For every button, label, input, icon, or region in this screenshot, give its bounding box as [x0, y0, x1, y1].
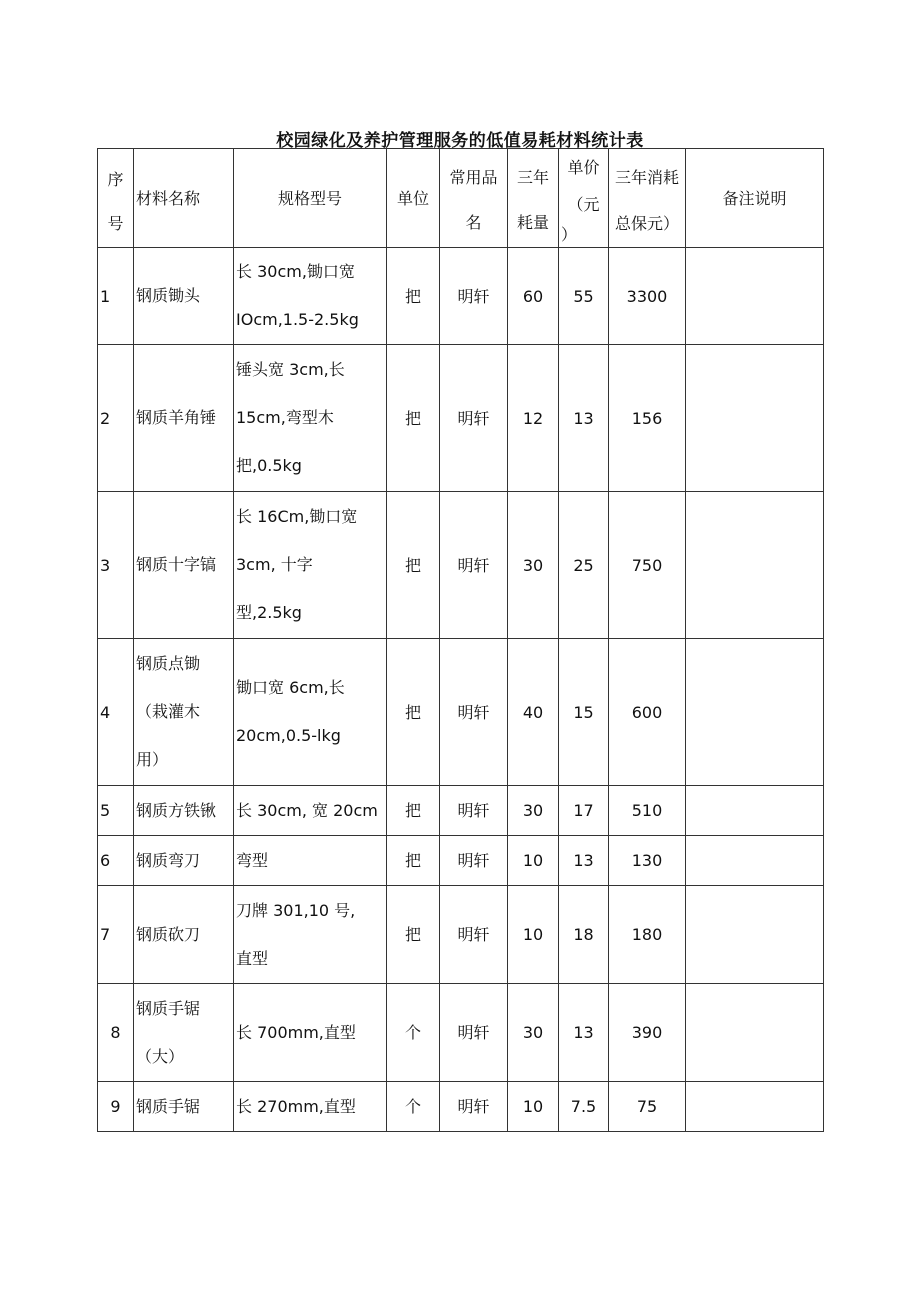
row-seq: 4: [98, 639, 134, 786]
row-note: [686, 639, 824, 786]
row-note: [686, 248, 824, 345]
row-seq: 2: [98, 345, 134, 492]
row-name-line: 钢质砍刀: [136, 924, 201, 944]
row-price: 17: [559, 786, 609, 836]
row-seq: 8: [98, 984, 134, 1082]
table-row: [98, 492, 824, 639]
row-total: 750: [609, 492, 686, 639]
row-qty: 40: [508, 639, 559, 786]
row-spec-line: 锄口宽 6cm,长: [236, 678, 345, 697]
row-total: 180: [609, 886, 686, 984]
row-spec: [234, 786, 387, 836]
row-name: [134, 639, 234, 786]
row-qty: 10: [508, 1082, 559, 1132]
row-price: 13: [559, 836, 609, 886]
row-name: [134, 492, 234, 639]
row-spec-line: 15cm,弯型木: [236, 408, 334, 427]
row-name: [134, 248, 234, 345]
row-note: [686, 836, 824, 886]
row-unit: 把: [387, 345, 440, 492]
row-price: 18: [559, 886, 609, 984]
row-note: [686, 886, 824, 984]
row-brand: 明轩: [440, 492, 508, 639]
row-note: [686, 984, 824, 1082]
row-spec-line: 长 30cm,锄口宽: [236, 262, 355, 281]
row-spec: [234, 639, 387, 786]
table-row: [98, 836, 824, 886]
header-qty: 三年 耗量: [508, 149, 559, 248]
row-total: 3300: [609, 248, 686, 345]
header-note: 备注说明: [686, 149, 824, 248]
row-name-line: 钢质方铁锹: [136, 800, 217, 820]
row-brand: 明轩: [440, 984, 508, 1082]
row-name: [134, 786, 234, 836]
row-name-line: （大）: [136, 1046, 185, 1066]
row-name-line: 钢质点锄: [136, 654, 201, 673]
header-row: [98, 149, 824, 248]
row-brand: 明轩: [440, 1082, 508, 1132]
row-total: 75: [609, 1082, 686, 1132]
row-note: [686, 786, 824, 836]
row-spec-line: 把,0.5kg: [236, 456, 302, 475]
row-note: [686, 345, 824, 492]
header-name: 材料名称: [134, 149, 234, 248]
row-name-line: 用）: [136, 750, 169, 769]
row-spec-line: 弯型: [236, 850, 269, 870]
row-qty: 30: [508, 984, 559, 1082]
row-brand: 明轩: [440, 345, 508, 492]
row-unit: 把: [387, 248, 440, 345]
row-name-line: 钢质弯刀: [136, 850, 201, 870]
row-spec-line: 长 700mm,直型: [236, 1022, 356, 1042]
row-brand: 明轩: [440, 786, 508, 836]
row-spec: [234, 492, 387, 639]
row-note: [686, 1082, 824, 1132]
document-title: 校园绿化及养护管理服务的低值易耗材料统计表: [276, 131, 644, 151]
header-brand: 常用品 名: [440, 149, 508, 248]
row-spec: [234, 984, 387, 1082]
row-price: 13: [559, 984, 609, 1082]
row-spec: [234, 248, 387, 345]
row-name: [134, 1082, 234, 1132]
row-seq: 5: [98, 786, 134, 836]
row-spec-line: 3cm, 十字: [236, 555, 313, 574]
row-qty: 60: [508, 248, 559, 345]
row-seq: 6: [98, 836, 134, 886]
row-spec: [234, 886, 387, 984]
row-seq: 7: [98, 886, 134, 984]
table-row: [98, 1082, 824, 1132]
row-unit: 把: [387, 836, 440, 886]
row-name-line: 钢质十字镐: [136, 555, 217, 574]
row-spec-line: IOcm,1.5-2.5kg: [236, 310, 359, 329]
row-unit: 把: [387, 786, 440, 836]
header-unit: 单位: [387, 149, 440, 248]
row-total: 510: [609, 786, 686, 836]
row-qty: 30: [508, 786, 559, 836]
row-brand: 明轩: [440, 639, 508, 786]
row-name-line: 钢质锄头: [136, 286, 201, 305]
table-row: [98, 639, 824, 786]
row-name-line: 钢质手锯: [136, 998, 201, 1018]
row-brand: 明轩: [440, 836, 508, 886]
row-qty: 10: [508, 836, 559, 886]
header-seq: 序 号: [98, 149, 134, 248]
row-spec: [234, 345, 387, 492]
row-name: [134, 836, 234, 886]
table-row: [98, 248, 824, 345]
row-price: 13: [559, 345, 609, 492]
table-row: [98, 984, 824, 1082]
header-spec: 规格型号: [234, 149, 387, 248]
row-qty: 30: [508, 492, 559, 639]
row-unit: 个: [387, 984, 440, 1082]
row-spec-line: 型,2.5kg: [236, 603, 302, 622]
row-unit: 把: [387, 639, 440, 786]
header-price: 单价 （元 ）: [559, 149, 609, 248]
table-row: [98, 345, 824, 492]
row-brand: 明轩: [440, 248, 508, 345]
row-seq: 9: [98, 1082, 134, 1132]
row-brand: 明轩: [440, 886, 508, 984]
row-total: 390: [609, 984, 686, 1082]
row-spec-line: 锤头宽 3cm,长: [236, 360, 345, 379]
row-unit: 个: [387, 1082, 440, 1132]
row-spec-line: 20cm,0.5-lkg: [236, 726, 341, 745]
row-total: 600: [609, 639, 686, 786]
row-seq: 3: [98, 492, 134, 639]
row-spec: [234, 836, 387, 886]
row-spec: [234, 1082, 387, 1132]
row-total: 156: [609, 345, 686, 492]
row-unit: 把: [387, 886, 440, 984]
row-qty: 12: [508, 345, 559, 492]
row-name: [134, 886, 234, 984]
row-spec-line: 长 16Cm,锄口宽: [236, 507, 358, 526]
row-spec-line: 长 30cm, 宽 20cm: [236, 800, 378, 820]
row-name-line: （栽灌木: [136, 702, 201, 721]
row-price: 25: [559, 492, 609, 639]
row-spec-line: 直型: [236, 948, 269, 968]
row-name-line: 钢质手锯: [136, 1096, 201, 1116]
row-total: 130: [609, 836, 686, 886]
row-spec-line: 长 270mm,直型: [236, 1096, 356, 1116]
row-unit: 把: [387, 492, 440, 639]
table-row: [98, 886, 824, 984]
row-price: 15: [559, 639, 609, 786]
header-total: 三年消耗 总保元）: [609, 149, 686, 248]
table-row: [98, 786, 824, 836]
row-name: [134, 345, 234, 492]
row-price: 7.5: [559, 1082, 609, 1132]
row-qty: 10: [508, 886, 559, 984]
row-price: 55: [559, 248, 609, 345]
row-seq: 1: [98, 248, 134, 345]
materials-table: [97, 148, 824, 1132]
row-note: [686, 492, 824, 639]
row-name-line: 钢质羊角锤: [136, 408, 217, 427]
row-spec-line: 刀牌 301,10 号,: [236, 900, 356, 920]
row-name: [134, 984, 234, 1082]
